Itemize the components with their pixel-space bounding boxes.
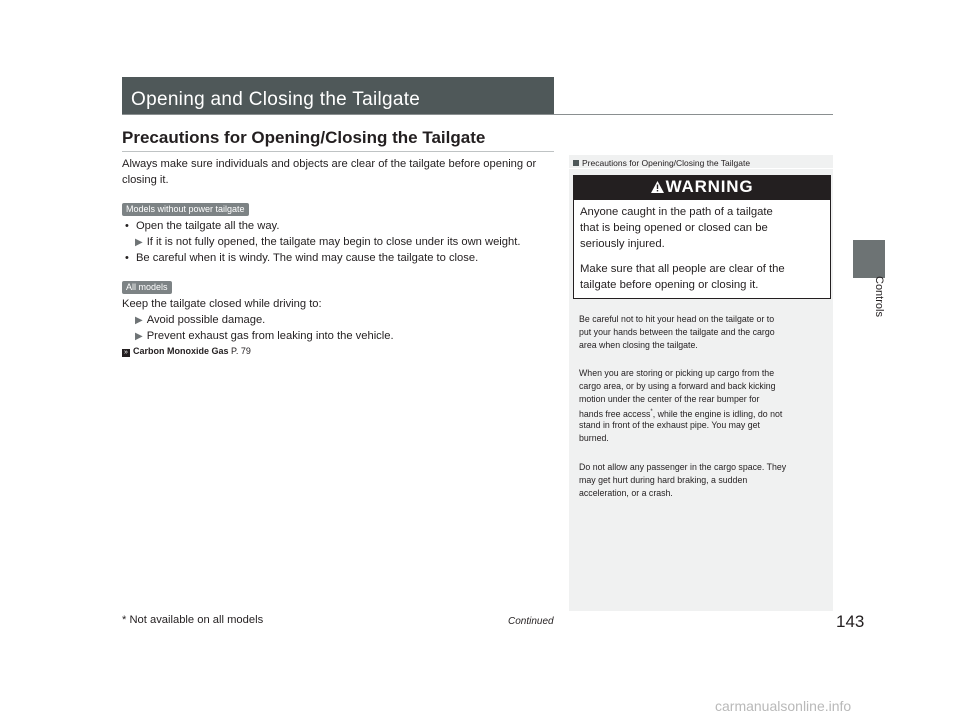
bullet-icon: • (125, 252, 129, 264)
chapter-tab-label: Controls (873, 276, 885, 317)
panel-p1-line-1: Be careful not to hit your head on the tailgate or to (579, 314, 775, 324)
panel-p2-line-4b: , while the engine is idling, do not (652, 408, 783, 419)
warning-line-2: that is being opened or closed can be (580, 222, 768, 234)
panel-p2-line-2: cargo area, or by using a forward and back kicking (579, 381, 776, 391)
panel-heading-rule (569, 168, 833, 169)
page-number: 143 (836, 612, 865, 631)
cross-reference-icon: » (122, 349, 130, 357)
footnote-asterisk: * (650, 409, 653, 415)
warning-triangle-icon (651, 181, 664, 193)
warning-title (574, 177, 830, 197)
arrow-icon: ▶ (135, 331, 143, 342)
panel-p1-line-3: area when closing the tailgate. (579, 340, 698, 350)
xref-title: Carbon Monoxide Gas (133, 346, 229, 356)
sub-item-3 (135, 328, 394, 345)
continued-label: Continued (508, 616, 554, 627)
xref-page: P. 79 (231, 346, 251, 356)
panel-p3-line-1: Do not allow any passenger in the cargo space. They (579, 462, 787, 472)
panel-heading-text: Precautions for Opening/Closing the Tailgate (582, 158, 751, 168)
section-divider (122, 114, 833, 115)
sub-text-1: If it is not fully opened, the tailgate may begin to close under its own weight. (146, 236, 521, 248)
panel-p3-line-2: may get hurt during hard braking, a sudden (579, 475, 748, 485)
cross-reference-link[interactable] (122, 346, 251, 357)
bullet-text-1: Open the tailgate all the way. (135, 220, 280, 232)
panel-p3-line-3: acceleration, or a crash. (579, 488, 673, 498)
sub-text-2: Avoid possible damage. (146, 314, 266, 326)
sub-item-2 (135, 312, 265, 329)
panel-p2-line-5: stand in front of the exhaust pipe. You may get (579, 420, 760, 430)
bullet-item-1 (125, 218, 279, 235)
arrow-icon: ▶ (135, 237, 143, 248)
warning-line-3: seriously injured. (580, 238, 665, 250)
main-heading: Precautions for Opening/Closing the Tailgate (122, 128, 486, 147)
panel-p2-line-3: motion under the center of the rear bumper for (579, 394, 760, 404)
section-title: Opening and Closing the Tailgate (131, 89, 421, 110)
warning-line-5: tailgate before opening or closing it. (580, 279, 759, 291)
arrow-icon: ▶ (135, 315, 143, 326)
warning-line-4: Make sure that all people are clear of the (580, 263, 785, 275)
panel-p2-line-4a: hands free access (579, 408, 651, 419)
warning-line-1: Anyone caught in the path of a tailgate (580, 206, 773, 218)
main-heading-rule (122, 151, 554, 152)
tag-models-without-power-tailgate: Models without power tailgate (122, 203, 249, 216)
panel-p1-line-2: put your hands between the tailgate and the cargo (579, 327, 775, 337)
footnote: * Not available on all models (122, 614, 264, 626)
intro-line-1: Always make sure individuals and objects are clear of the tailgate before opening or (122, 158, 537, 170)
note-marker-icon (573, 160, 579, 166)
bullet-icon: • (125, 220, 129, 232)
tag-all-models: All models (122, 281, 172, 294)
intro-line-2: closing it. (122, 174, 169, 186)
watermark: carmanualsonline.info (715, 698, 852, 714)
keep-closed-text: Keep the tailgate closed while driving to: (122, 298, 322, 310)
sub-text-3: Prevent exhaust gas from leaking into the vehicle. (146, 330, 394, 342)
panel-heading (573, 158, 750, 168)
sub-item-1 (135, 234, 520, 251)
chapter-tab (853, 240, 885, 278)
panel-p2-line-1: When you are storing or picking up cargo from the (579, 368, 775, 378)
warning-title-text: WARNING (665, 177, 754, 196)
panel-p2-line-6: burned. (579, 433, 609, 443)
bullet-text-2: Be careful when it is windy. The wind may cause the tailgate to close. (135, 252, 479, 264)
bullet-item-2 (125, 250, 478, 267)
